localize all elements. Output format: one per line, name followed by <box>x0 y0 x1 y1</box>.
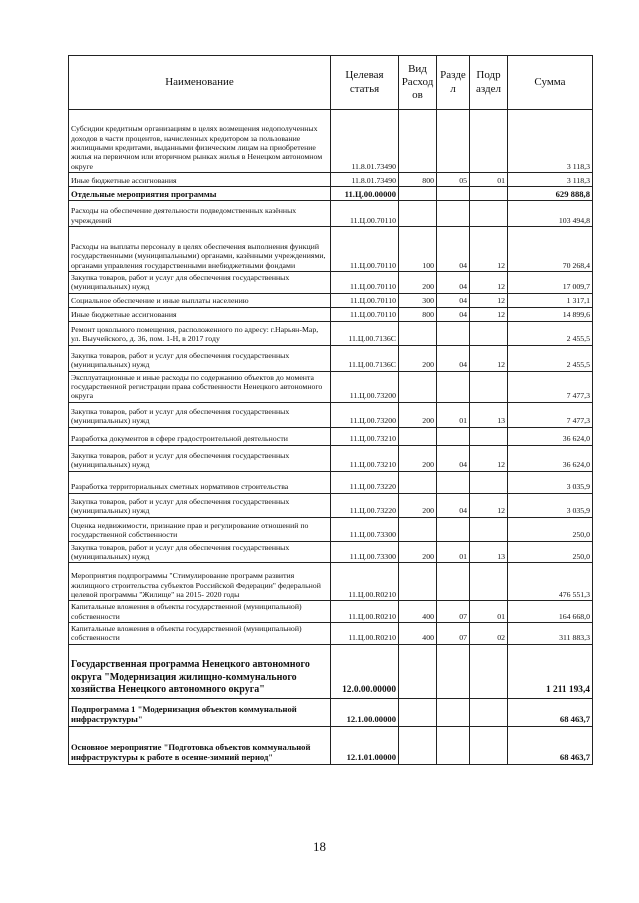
table-row <box>69 601 593 623</box>
row-sum-cell: 68 463,7 <box>508 726 593 764</box>
row-sum-cell: 3 035,9 <box>508 493 593 517</box>
header-subsection: Подр аздел <box>470 56 508 110</box>
row-section-cell: 04 <box>437 345 470 371</box>
row-sum-cell: 7 477,3 <box>508 402 593 427</box>
row-section-cell: 07 <box>437 601 470 623</box>
row-section-cell: 04 <box>437 293 470 307</box>
row-code-cell: 12.1.00.00000 <box>331 698 399 726</box>
row-section-cell <box>437 321 470 345</box>
row-name-cell: Расходы на обеспечение деятельности подведомственных казённых учреждений <box>69 201 331 227</box>
row-type-cell <box>399 517 437 541</box>
row-sum-cell: 629 888,8 <box>508 187 593 201</box>
row-subsection-cell <box>470 201 508 227</box>
row-type-cell <box>399 201 437 227</box>
row-sum-cell: 250,0 <box>508 517 593 541</box>
row-type-cell: 400 <box>399 623 437 645</box>
row-sum-cell: 164 668,0 <box>508 601 593 623</box>
row-name-cell: Подпрограмма 1 "Модернизация объектов коммунальной инфраструктуры" <box>69 698 331 726</box>
row-type-cell: 200 <box>399 541 437 563</box>
row-code-cell: 11.Ц.00.73210 <box>331 445 399 471</box>
table-row <box>69 493 593 517</box>
row-subsection-cell <box>470 321 508 345</box>
row-subsection-cell <box>470 726 508 764</box>
row-name-cell: Субсидии кредитным организациям в целях возмещения недополученных доходов в части процентов, начисленных кредитором за пользование жилищными кредитами, выданными физическим лицам на приобретение жилья на первичном или вторичном рынках жилья в Ненецком автономном округе <box>69 110 331 173</box>
row-type-cell <box>399 471 437 493</box>
row-subsection-cell: 12 <box>470 345 508 371</box>
row-sum-cell: 36 624,0 <box>508 427 593 445</box>
row-sum-cell: 7 477,3 <box>508 371 593 402</box>
row-subsection-cell <box>470 698 508 726</box>
row-section-cell: 04 <box>437 227 470 272</box>
row-code-cell: 11.8.01.73490 <box>331 173 399 187</box>
row-type-cell: 200 <box>399 493 437 517</box>
row-section-cell: 01 <box>437 541 470 563</box>
header-name: Наименование <box>69 56 331 110</box>
row-name-cell: Мероприятия подпрограммы "Стимулирование программ развития жилищного строительства субъектов Российской Федерации" федеральной целевой программы "Жилище" на 2015- 2020 годы <box>69 563 331 601</box>
row-code-cell: 11.Ц.00.73200 <box>331 402 399 427</box>
row-subsection-cell: 12 <box>470 293 508 307</box>
row-code-cell: 11.Ц.00.00000 <box>331 187 399 201</box>
row-type-cell <box>399 371 437 402</box>
row-sum-cell: 250,0 <box>508 541 593 563</box>
row-code-cell: 11.Ц.00.R0210 <box>331 563 399 601</box>
row-code-cell: 11.Ц.00.70110 <box>331 201 399 227</box>
table-row <box>69 427 593 445</box>
row-name-cell: Основное мероприятие "Подготовка объектов коммунальной инфраструктуры к работе в осенне-зимний период" <box>69 726 331 764</box>
row-subsection-cell <box>470 427 508 445</box>
row-type-cell: 400 <box>399 601 437 623</box>
row-code-cell: 11.Ц.00.73300 <box>331 517 399 541</box>
table-row <box>69 321 593 345</box>
table-row <box>69 402 593 427</box>
table-row <box>69 623 593 645</box>
row-name-cell: Закупка товаров, работ и услуг для обеспечения государственных (муниципальных) нужд <box>69 272 331 294</box>
row-code-cell: 11.Ц.00.7136С <box>331 321 399 345</box>
row-subsection-cell: 13 <box>470 541 508 563</box>
row-type-cell: 800 <box>399 173 437 187</box>
row-subsection-cell <box>470 471 508 493</box>
row-name-cell: Закупка товаров, работ и услуг для обеспечения государственных (муниципальных) нужд <box>69 345 331 371</box>
row-code-cell: 11.Ц.00.73200 <box>331 371 399 402</box>
row-section-cell: 04 <box>437 307 470 321</box>
table-row <box>69 698 593 726</box>
row-section-cell <box>437 517 470 541</box>
table-row <box>69 173 593 187</box>
row-sum-cell: 103 494,8 <box>508 201 593 227</box>
row-section-cell <box>437 110 470 173</box>
row-section-cell: 04 <box>437 493 470 517</box>
row-section-cell <box>437 644 470 698</box>
table-row <box>69 445 593 471</box>
table-row <box>69 307 593 321</box>
row-type-cell: 200 <box>399 272 437 294</box>
row-subsection-cell: 12 <box>470 445 508 471</box>
row-type-cell <box>399 321 437 345</box>
header-row <box>69 56 593 110</box>
row-section-cell: 07 <box>437 623 470 645</box>
row-section-cell <box>437 726 470 764</box>
row-name-cell: Отдельные мероприятия программы <box>69 187 331 201</box>
row-type-cell <box>399 110 437 173</box>
row-code-cell: 11.Ц.00.R0210 <box>331 601 399 623</box>
row-subsection-cell <box>470 517 508 541</box>
row-subsection-cell: 02 <box>470 623 508 645</box>
row-type-cell: 200 <box>399 345 437 371</box>
row-type-cell <box>399 726 437 764</box>
row-code-cell: 12.1.01.00000 <box>331 726 399 764</box>
row-name-cell: Расходы на выплаты персоналу в целях обеспечения выполнения функций государственными (муниципальными) органами, казёнными учреждениями, органами управления государственными внебюджетными фондами <box>69 227 331 272</box>
row-name-cell: Иные бюджетные ассигнования <box>69 307 331 321</box>
row-section-cell <box>437 563 470 601</box>
row-subsection-cell <box>470 371 508 402</box>
row-name-cell: Закупка товаров, работ и услуг для обеспечения государственных (муниципальных) нужд <box>69 402 331 427</box>
row-subsection-cell: 12 <box>470 493 508 517</box>
row-code-cell: 11.Ц.00.70110 <box>331 272 399 294</box>
row-sum-cell: 1 211 193,4 <box>508 644 593 698</box>
row-section-cell <box>437 698 470 726</box>
row-sum-cell: 3 118,3 <box>508 110 593 173</box>
header-target: Целевая статья <box>331 56 399 110</box>
row-subsection-cell <box>470 187 508 201</box>
row-section-cell: 01 <box>437 402 470 427</box>
budget-table <box>68 55 593 765</box>
row-sum-cell: 3 035,9 <box>508 471 593 493</box>
table-row <box>69 371 593 402</box>
row-code-cell: 11.Ц.00.73300 <box>331 541 399 563</box>
table-row <box>69 227 593 272</box>
row-name-cell: Социальное обеспечение и иные выплаты населению <box>69 293 331 307</box>
table-row <box>69 187 593 201</box>
row-name-cell: Капитальные вложения в объекты государственной (муниципальной) собственности <box>69 623 331 645</box>
row-name-cell: Ремонт цокольного помещения, расположенного по адресу: г.Нарьян-Мар, ул. Выучейского, д. 36, пом. 1-Н, в 2017 году <box>69 321 331 345</box>
row-subsection-cell: 12 <box>470 227 508 272</box>
row-name-cell: Закупка товаров, работ и услуг для обеспечения государственных (муниципальных) нужд <box>69 445 331 471</box>
table-row <box>69 345 593 371</box>
row-sum-cell: 2 455,5 <box>508 321 593 345</box>
row-type-cell <box>399 427 437 445</box>
row-subsection-cell <box>470 563 508 601</box>
row-sum-cell: 476 551,3 <box>508 563 593 601</box>
row-type-cell: 300 <box>399 293 437 307</box>
row-name-cell: Разработка документов в сфере градостроительной деятельности <box>69 427 331 445</box>
row-section-cell <box>437 371 470 402</box>
row-type-cell: 200 <box>399 445 437 471</box>
table-row <box>69 110 593 173</box>
header-sum: Сумма <box>508 56 593 110</box>
row-name-cell: Иные бюджетные ассигнования <box>69 173 331 187</box>
row-subsection-cell: 13 <box>470 402 508 427</box>
row-section-cell <box>437 187 470 201</box>
row-subsection-cell: 01 <box>470 601 508 623</box>
row-sum-cell: 311 883,3 <box>508 623 593 645</box>
header-type: Вид Расход ов <box>399 56 437 110</box>
row-code-cell: 11.8.01.73490 <box>331 110 399 173</box>
row-code-cell: 11.Ц.00.73220 <box>331 493 399 517</box>
row-code-cell: 11.Ц.00.73220 <box>331 471 399 493</box>
row-type-cell: 800 <box>399 307 437 321</box>
row-section-cell <box>437 201 470 227</box>
table-row <box>69 563 593 601</box>
row-name-cell: Оценка недвижимости, признание прав и регулирование отношений по государственной собственности <box>69 517 331 541</box>
row-sum-cell: 14 899,6 <box>508 307 593 321</box>
row-name-cell: Закупка товаров, работ и услуг для обеспечения государственных (муниципальных) нужд <box>69 541 331 563</box>
table-row <box>69 541 593 563</box>
row-type-cell: 100 <box>399 227 437 272</box>
row-sum-cell: 36 624,0 <box>508 445 593 471</box>
row-name-cell: Разработка территориальных сметных нормативов строительства <box>69 471 331 493</box>
row-subsection-cell: 01 <box>470 173 508 187</box>
row-code-cell: 11.Ц.00.7136С <box>331 345 399 371</box>
row-name-cell: Эксплуатационные и иные расходы по содержанию объектов до момента государственной регистрации права собственности Ненецкого автономного округа <box>69 371 331 402</box>
row-code-cell: 11.Ц.00.73210 <box>331 427 399 445</box>
row-type-cell <box>399 644 437 698</box>
row-section-cell: 04 <box>437 445 470 471</box>
row-sum-cell: 70 268,4 <box>508 227 593 272</box>
row-section-cell: 04 <box>437 272 470 294</box>
row-name-cell: Государственная программа Ненецкого автономного округа "Модернизация жилищно-коммунального хозяйства Ненецкого автономного округа" <box>69 644 331 698</box>
row-subsection-cell: 12 <box>470 272 508 294</box>
row-type-cell <box>399 698 437 726</box>
table-row <box>69 272 593 294</box>
row-sum-cell: 1 317,1 <box>508 293 593 307</box>
table-row <box>69 517 593 541</box>
row-type-cell: 200 <box>399 402 437 427</box>
row-subsection-cell <box>470 110 508 173</box>
table-row <box>69 293 593 307</box>
row-code-cell: 11.Ц.00.70110 <box>331 227 399 272</box>
row-section-cell: 05 <box>437 173 470 187</box>
row-code-cell: 12.0.00.00000 <box>331 644 399 698</box>
row-code-cell: 11.Ц.00.70110 <box>331 307 399 321</box>
row-type-cell <box>399 563 437 601</box>
table-row <box>69 201 593 227</box>
table-row <box>69 471 593 493</box>
row-type-cell <box>399 187 437 201</box>
row-sum-cell: 17 009,7 <box>508 272 593 294</box>
row-sum-cell: 68 463,7 <box>508 698 593 726</box>
row-name-cell: Закупка товаров, работ и услуг для обеспечения государственных (муниципальных) нужд <box>69 493 331 517</box>
row-subsection-cell <box>470 644 508 698</box>
row-code-cell: 11.Ц.00.R0210 <box>331 623 399 645</box>
header-section: Разде л <box>437 56 470 110</box>
page-number: 18 <box>313 839 326 854</box>
row-section-cell <box>437 427 470 445</box>
row-subsection-cell: 12 <box>470 307 508 321</box>
row-code-cell: 11.Ц.00.70110 <box>331 293 399 307</box>
row-name-cell: Капитальные вложения в объекты государственной (муниципальной) собственности <box>69 601 331 623</box>
row-section-cell <box>437 471 470 493</box>
table-row <box>69 726 593 764</box>
table-row <box>69 644 593 698</box>
row-sum-cell: 3 118,3 <box>508 173 593 187</box>
row-sum-cell: 2 455,5 <box>508 345 593 371</box>
